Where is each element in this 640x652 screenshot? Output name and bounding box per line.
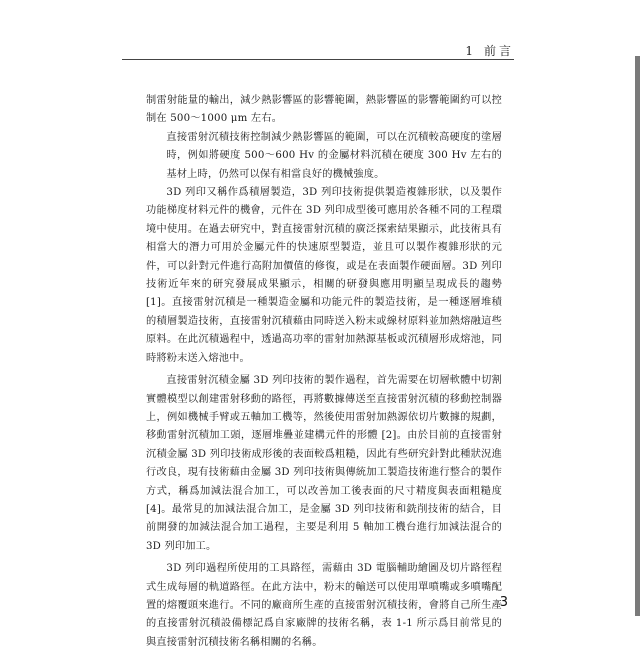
paragraph-2: 直接雷射沉積技術控制減少熱影響區的範圍，可以在沉積較高硬度的塗層時，例如將硬度 500～600 Hv 的金屬材料沉積在硬度 300 Hv 左右的基材上時，仍然可以保有相當良好的機械強度。 [166, 131, 502, 180]
paragraph-1: 制雷射能量的輸出，減少熱影響區的影響範圍，熱影響區的影響範圍約可以控制在 500～1000 μm 左右。 [146, 95, 502, 125]
paragraph-5: 3D 列印過程所使用的工具路徑，需藉由 3D 電腦輔助繪圖及切片路徑程式生成每層的軌道路徑。在此方法中，粉末的輸送可以使用單噴嘴或多噴嘴配置的熔覆頭來進行。不同的廠商所生產的直接雷射沉積技術，會將自己所生產的直接雷射沉積設備標記爲自家廠牌的技術名稱，表 1-1 所示爲目前常見的與直接雷射沉積技術名稱相關的名稱。 [146, 563, 502, 648]
body-text [146, 92, 502, 652]
chapter-edge-tab [635, 56, 640, 616]
paragraph-3: 3D 列印又稱作爲積層製造，3D 列印技術提供製造複雜形狀，以及製作功能梯度材料元件的機會，元件在 3D 列印成型後可應用於各種不同的工程環境中使用。在過去研究中，對直接雷射沉積的廣泛探索結果顯示，此技術具有相當大的潛力可用於金屬元件的快速原型製造，並且可以製作複雜形狀的元件，可以針對元件進行高附加價值的修復，或是在表面製作硬面層。3D 列印技術近年來的研究發展成果顯示，相關的研發與應用明顯呈現成長的趨勢 [1]。直接雷射沉積是一種製造金屬和功能元件的製造技術，是一種逐層堆積的積層製造技術，直接雷射沉積藉由同時送入粉末或線材原料並加熱熔融這些原料。在此沉積過程中，透過高功率的雷射加熱源基板或沉積層形成熔池，同時將粉末送入熔池中。 [146, 187, 502, 364]
header-rule [122, 59, 514, 60]
paragraph-4: 直接雷射沉積金屬 3D 列印技術的製作過程，首先需要在切層軟體中切割實體模型以創建雷射移動的路徑，再將數據傳送至直接雷射沉積的移動控制器上，例如機械手臂或五軸加工機等，然後使用雷射加熱源依切片數據的規劃，移動雷射沉積加工頭，逐層堆疊並建構元件的形體 [2]。由於目前的直接雷射沉積金屬 3D 列印技術成形後的表面較爲粗糙，因此有些研究針對此種狀況進行改良，現有技術藉由金屬 3D 列印技術與傳統加工製造技術進行整合的製作方式，稱爲加減法混合加工，可以改善加工後表面的尺寸精度與表面粗糙度 [4]。最常見的加減法混合加工，是金屬 3D 列印技術和銑削技術的結合，目前開發的加減法混合加工過程，主要是利用 5 軸加工機台進行加減法混合的 3D 列印加工。 [146, 375, 502, 552]
chapter-title: 前言 [483, 44, 514, 58]
page-number: 3 [499, 595, 508, 610]
running-header [465, 42, 514, 59]
chapter-number: 1 [465, 44, 476, 58]
